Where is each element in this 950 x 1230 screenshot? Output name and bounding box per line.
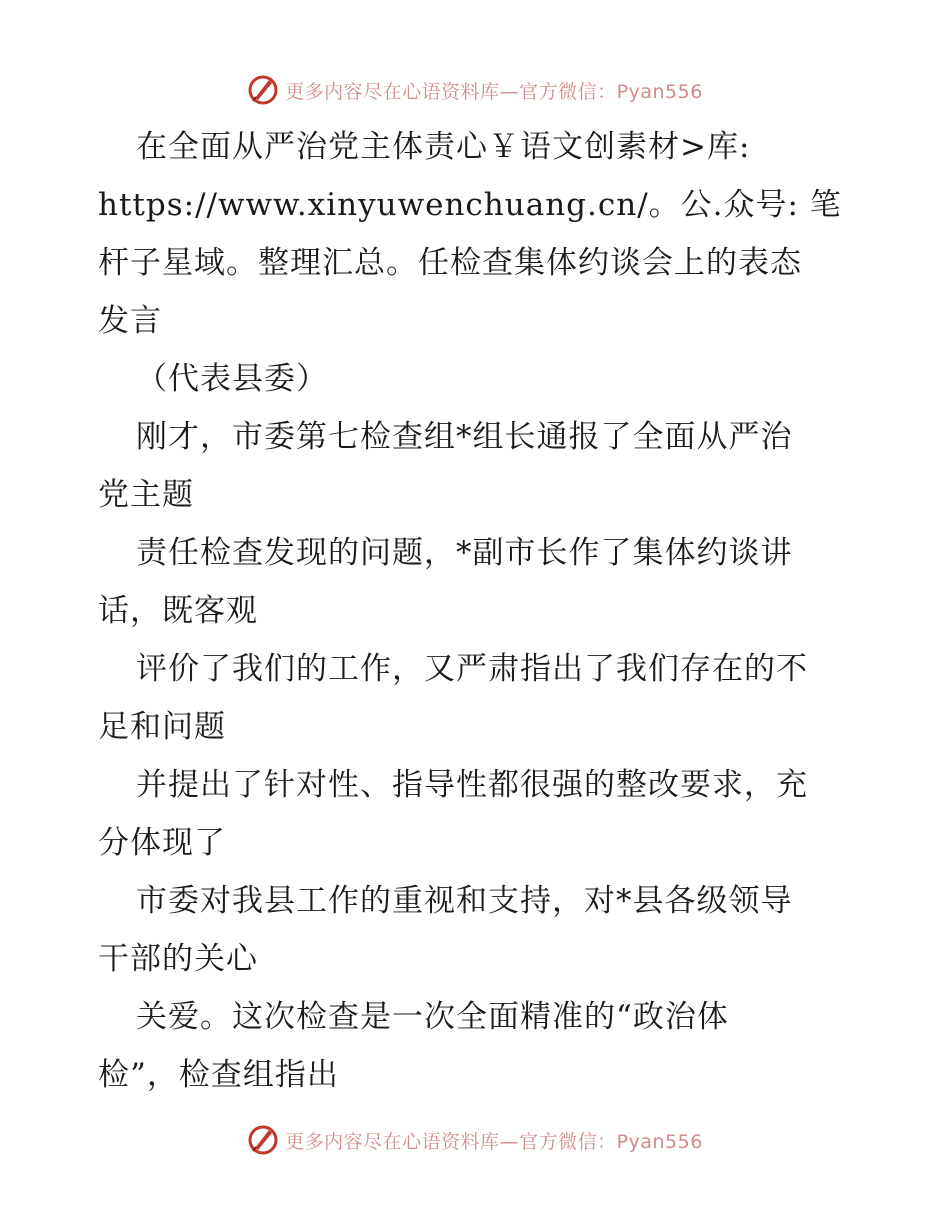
footer-banner-text: 更多内容尽在心语资料库—官方微信：Pyan556 [285, 1130, 703, 1153]
body-line: 并提出了针对性、指导性都很强的整改要求，充 [136, 767, 808, 803]
quill-pen-logo-icon [247, 1124, 279, 1156]
quill-pen-logo-icon [247, 74, 279, 106]
body-line: 责任检查发现的问题，*副市长作了集体约谈讲 [136, 535, 793, 571]
body-line: 检”，检查组指出 [98, 1057, 339, 1093]
footer-banner [0, 1120, 950, 1160]
body-line: 分体现了 [98, 825, 226, 861]
body-line: https://www.xinyuwenchuang.cn/。公.众号: 笔 [98, 187, 842, 223]
body-line: 市委对我县工作的重视和支持，对*县各级领导 [136, 883, 793, 919]
body-line: 发言 [98, 303, 162, 339]
header-banner [0, 70, 950, 110]
body-line: 话，既客观 [98, 593, 258, 629]
body-line: 评价了我们的工作，又严肃指出了我们存在的不 [136, 651, 808, 687]
header-banner-text: 更多内容尽在心语资料库—官方微信：Pyan556 [285, 80, 703, 103]
body-line: 党主题 [98, 477, 194, 513]
body-line: 足和问题 [98, 709, 226, 745]
body-line: 杆子星域。整理汇总。任检查集体约谈会上的表态 [98, 245, 802, 281]
body-line: 刚才，市委第七检查组*组长通报了全面从严治 [136, 419, 793, 455]
body-line: （代表县委） [136, 361, 328, 397]
document-body [98, 118, 858, 1104]
body-line: 干部的关心 [98, 941, 258, 977]
body-line: 在全面从严治党主体责心￥语文创素材>库: [136, 129, 751, 165]
body-line: 关爱。这次检查是一次全面精准的“政治体 [136, 999, 729, 1035]
